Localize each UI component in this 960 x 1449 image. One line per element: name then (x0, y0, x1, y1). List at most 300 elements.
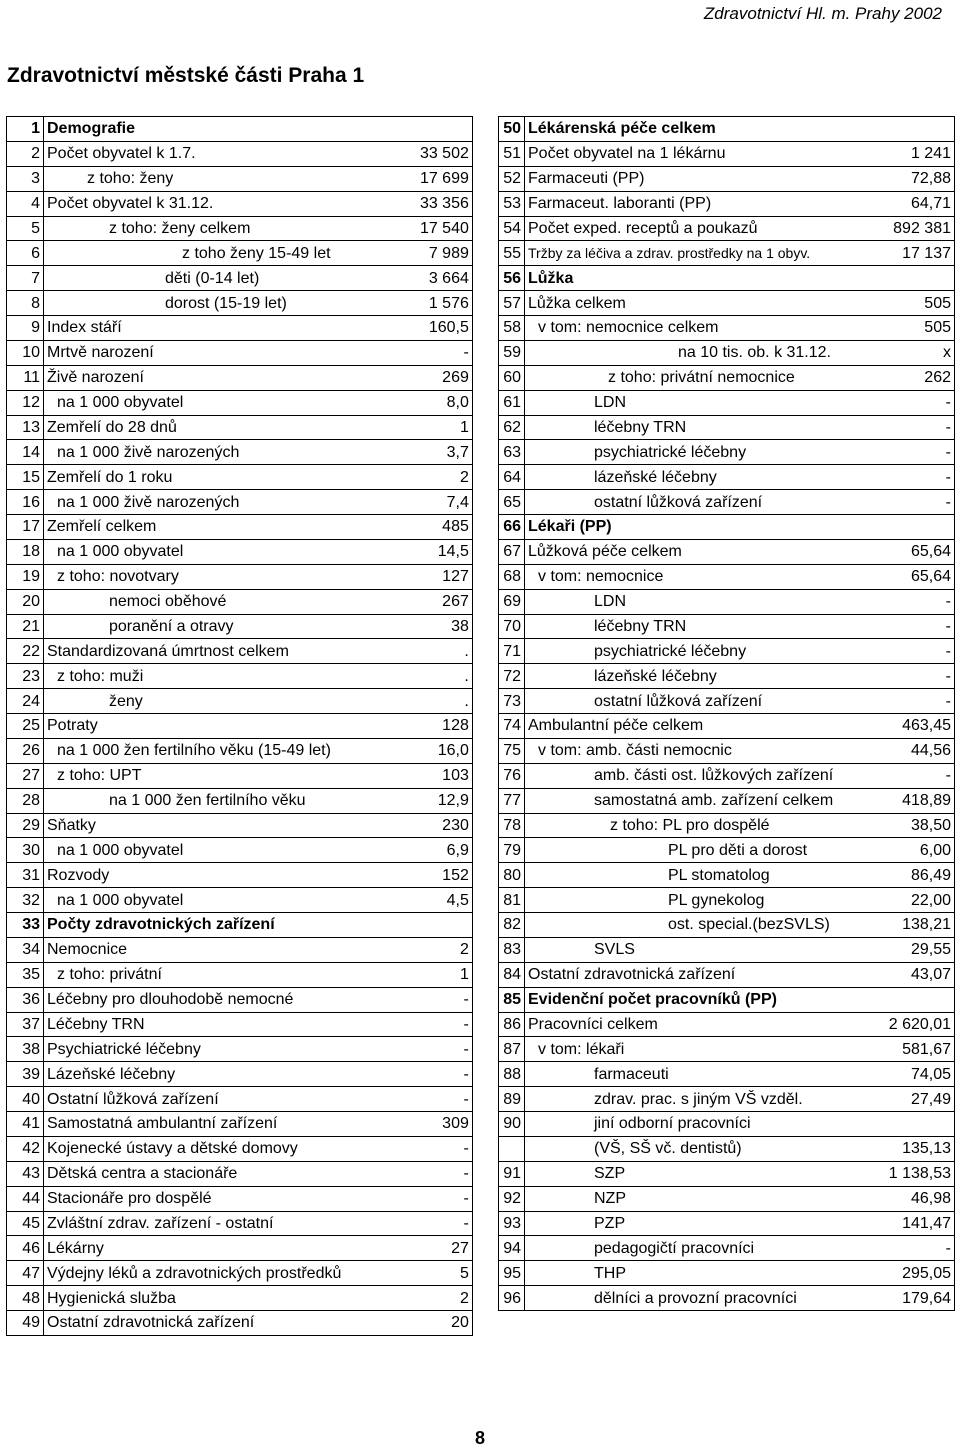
row-label: z toho: PL pro dospělé (525, 813, 845, 838)
row-label: Lůžka celkem (525, 291, 845, 316)
table-row (499, 191, 955, 216)
row-value: 46,98 (845, 1186, 955, 1211)
row-number: 45 (7, 1211, 44, 1236)
row-value: 64,71 (845, 191, 955, 216)
table-row (499, 490, 955, 515)
row-number: 77 (499, 788, 525, 813)
row-label: ostatní lůžková zařízení (525, 490, 845, 515)
row-label: Lékárenská péče celkem (525, 117, 955, 142)
row-label: Hygienická služba (44, 1286, 345, 1311)
table-row (7, 365, 473, 390)
row-label: Zemřelí do 1 roku (44, 465, 345, 490)
table-row (7, 1186, 473, 1211)
row-label: PL pro děti a dorost (525, 838, 845, 863)
row-value: . (344, 639, 472, 664)
row-number: 46 (7, 1236, 44, 1261)
row-number: 29 (7, 813, 44, 838)
row-label: Výdejny léků a zdravotnických prostředků (44, 1261, 345, 1286)
row-value: 16,0 (344, 738, 472, 763)
row-value: 44,56 (845, 738, 955, 763)
row-number: 9 (7, 316, 44, 341)
row-value: 17 699 (344, 166, 472, 191)
table-row (7, 763, 473, 788)
row-label: děti (0-14 let) (44, 266, 345, 291)
row-label: jiní odborní pracovníci (525, 1112, 845, 1137)
row-label: Lékaři (PP) (525, 515, 955, 540)
row-label: Počet obyvatel na 1 lékárnu (525, 141, 845, 166)
row-label: na 1 000 obyvatel (44, 390, 345, 415)
row-value: - (344, 1136, 472, 1161)
table-row (7, 1311, 473, 1336)
table-row (499, 1186, 955, 1211)
table-row (499, 987, 955, 1012)
row-number: 34 (7, 937, 44, 962)
table-row (499, 1112, 955, 1137)
table-row (499, 763, 955, 788)
row-label: SVLS (525, 937, 845, 962)
row-value: 127 (344, 564, 472, 589)
row-value: - (344, 1186, 472, 1211)
table-row (7, 639, 473, 664)
table-row (7, 1261, 473, 1286)
row-number: 25 (7, 714, 44, 739)
row-value: 38 (344, 614, 472, 639)
row-value: 1 576 (344, 291, 472, 316)
row-value: - (845, 465, 955, 490)
row-label: psychiatrické léčebny (525, 639, 845, 664)
row-number: 31 (7, 863, 44, 888)
page-number: 8 (474, 1428, 485, 1448)
row-value: 892 381 (845, 216, 955, 241)
row-number: 75 (499, 738, 525, 763)
row-number: 12 (7, 390, 44, 415)
row-label: z toho: novotvary (44, 564, 345, 589)
row-number: 66 (499, 515, 525, 540)
table-row (499, 838, 955, 863)
row-label: LDN (525, 589, 845, 614)
row-value: 12,9 (344, 788, 472, 813)
healthcare-table (498, 116, 955, 1311)
page-header: Zdravotnictví Hl. m. Prahy 2002 (703, 4, 942, 23)
row-value: - (845, 614, 955, 639)
table-row (499, 266, 955, 291)
row-label: z toho ženy 15-49 let (44, 241, 345, 266)
table-row (7, 589, 473, 614)
row-label: ostatní lůžková zařízení (525, 689, 845, 714)
row-number: 51 (499, 141, 525, 166)
table-row (7, 191, 473, 216)
row-number: 65 (499, 490, 525, 515)
row-value: 141,47 (845, 1211, 955, 1236)
table-row (7, 440, 473, 465)
row-label: Rozvody (44, 863, 345, 888)
row-value: - (845, 763, 955, 788)
row-number: 52 (499, 166, 525, 191)
table-row (7, 1012, 473, 1037)
table-row (7, 141, 473, 166)
row-value: - (344, 1211, 472, 1236)
row-number: 76 (499, 763, 525, 788)
row-value: 27 (344, 1236, 472, 1261)
table-row (7, 664, 473, 689)
row-value: 20 (344, 1311, 472, 1336)
row-number: 57 (499, 291, 525, 316)
row-label: (VŠ, SŠ vč. dentistů) (525, 1136, 845, 1161)
table-row (7, 490, 473, 515)
row-value: 4,5 (344, 888, 472, 913)
row-number: 35 (7, 962, 44, 987)
row-label: Evidenční počet pracovníků (PP) (525, 987, 955, 1012)
row-number: 36 (7, 987, 44, 1012)
row-label: samostatná amb. zařízení celkem (525, 788, 845, 813)
table-row (499, 813, 955, 838)
table-row (499, 564, 955, 589)
row-number: 5 (7, 216, 44, 241)
row-number: 14 (7, 440, 44, 465)
row-number: 1 (7, 117, 44, 142)
row-label: Počty zdravotnických zařízení (44, 913, 473, 938)
table-row (499, 365, 955, 390)
row-label: Pracovníci celkem (525, 1012, 845, 1037)
row-number: 11 (7, 365, 44, 390)
row-label: psychiatrické léčebny (525, 440, 845, 465)
row-number: 37 (7, 1012, 44, 1037)
row-value: - (344, 340, 472, 365)
table-row (7, 1211, 473, 1236)
row-label: Zvláštní zdrav. zařízení - ostatní (44, 1211, 345, 1236)
table-row (7, 714, 473, 739)
row-value: 72,88 (845, 166, 955, 191)
row-number: 13 (7, 415, 44, 440)
row-label: LDN (525, 390, 845, 415)
row-value: x (845, 340, 955, 365)
row-value: 86,49 (845, 863, 955, 888)
row-number: 95 (499, 1261, 525, 1286)
row-value: - (845, 639, 955, 664)
row-value: 17 137 (845, 241, 955, 266)
row-label: z toho: ženy (44, 166, 345, 191)
row-number: 79 (499, 838, 525, 863)
row-number: 33 (7, 913, 44, 938)
table-row (499, 738, 955, 763)
row-number: 58 (499, 316, 525, 341)
row-number: 80 (499, 863, 525, 888)
row-number: 78 (499, 813, 525, 838)
row-number: 53 (499, 191, 525, 216)
row-label: na 1 000 žen fertilního věku (15-49 let) (44, 738, 345, 763)
row-number: 44 (7, 1186, 44, 1211)
table-row (499, 1261, 955, 1286)
row-number: 15 (7, 465, 44, 490)
row-value: 485 (344, 515, 472, 540)
row-number: 17 (7, 515, 44, 540)
row-number: 20 (7, 589, 44, 614)
table-row (499, 465, 955, 490)
row-number: 3 (7, 166, 44, 191)
row-label: Nemocnice (44, 937, 345, 962)
row-number: 28 (7, 788, 44, 813)
row-label: PL stomatolog (525, 863, 845, 888)
row-number: 93 (499, 1211, 525, 1236)
row-label: Ostatní zdravotnická zařízení (44, 1311, 345, 1336)
table-row (7, 937, 473, 962)
table-row (7, 689, 473, 714)
row-number: 16 (7, 490, 44, 515)
row-value: 230 (344, 813, 472, 838)
table-row (499, 241, 955, 266)
row-label: Mrtvě narození (44, 340, 345, 365)
row-value: 74,05 (845, 1062, 955, 1087)
row-label: Léčebny TRN (44, 1012, 345, 1037)
table-row (499, 589, 955, 614)
row-number: 96 (499, 1286, 525, 1311)
row-number: 38 (7, 1037, 44, 1062)
row-number (499, 1136, 525, 1161)
row-value: 6,9 (344, 838, 472, 863)
row-number: 56 (499, 266, 525, 291)
table-row (7, 1112, 473, 1137)
row-label: PZP (525, 1211, 845, 1236)
row-label: Tržby za léčiva a zdrav. prostředky na 1 obyv. (525, 241, 845, 266)
row-value: 179,64 (845, 1286, 955, 1311)
row-number: 92 (499, 1186, 525, 1211)
row-number: 24 (7, 689, 44, 714)
row-label: NZP (525, 1186, 845, 1211)
row-number: 19 (7, 564, 44, 589)
row-value: . (344, 664, 472, 689)
table-row (499, 1211, 955, 1236)
row-label: Samostatná ambulantní zařízení (44, 1112, 345, 1137)
table-row (7, 415, 473, 440)
table-row (499, 962, 955, 987)
row-label: v tom: nemocnice (525, 564, 845, 589)
table-row (7, 863, 473, 888)
row-value: 262 (845, 365, 955, 390)
row-value (845, 1112, 955, 1137)
row-label: na 1 000 živě narozených (44, 440, 345, 465)
row-label: v tom: lékaři (525, 1037, 845, 1062)
row-value: 309 (344, 1112, 472, 1137)
row-value: 65,64 (845, 564, 955, 589)
table-row (499, 913, 955, 938)
row-number: 60 (499, 365, 525, 390)
table-row (499, 316, 955, 341)
row-number: 8 (7, 291, 44, 316)
table-row (7, 1062, 473, 1087)
row-number: 48 (7, 1286, 44, 1311)
row-value: - (344, 987, 472, 1012)
row-value: 505 (845, 291, 955, 316)
row-value: 418,89 (845, 788, 955, 813)
row-label: zdrav. prac. s jiným VŠ vzděl. (525, 1087, 845, 1112)
row-value: - (344, 1161, 472, 1186)
row-label: na 1 000 živě narozených (44, 490, 345, 515)
table-row (7, 987, 473, 1012)
row-label: Lázeňské léčebny (44, 1062, 345, 1087)
row-value: 2 (344, 1286, 472, 1311)
row-label: Potraty (44, 714, 345, 739)
row-number: 88 (499, 1062, 525, 1087)
row-number: 59 (499, 340, 525, 365)
row-value: 505 (845, 316, 955, 341)
table-row (499, 440, 955, 465)
row-number: 90 (499, 1112, 525, 1137)
row-number: 74 (499, 714, 525, 739)
row-label: Dětská centra a stacionáře (44, 1161, 345, 1186)
row-number: 72 (499, 664, 525, 689)
row-label: Farmaceuti (PP) (525, 166, 845, 191)
row-value: 1 241 (845, 141, 955, 166)
row-number: 69 (499, 589, 525, 614)
row-number: 21 (7, 614, 44, 639)
table-row (7, 962, 473, 987)
table-row (499, 166, 955, 191)
table-row (7, 888, 473, 913)
table-row (499, 639, 955, 664)
row-value: - (845, 689, 955, 714)
row-value: - (845, 390, 955, 415)
row-label: v tom: nemocnice celkem (525, 316, 845, 341)
row-number: 2 (7, 141, 44, 166)
row-label: Počet exped. receptů a poukazů (525, 216, 845, 241)
row-value: - (845, 490, 955, 515)
row-number: 40 (7, 1087, 44, 1112)
row-label: Kojenecké ústavy a dětské domovy (44, 1136, 345, 1161)
row-value: - (845, 664, 955, 689)
row-number: 64 (499, 465, 525, 490)
row-value: 269 (344, 365, 472, 390)
table-row (7, 539, 473, 564)
row-label: amb. části ost. lůžkových zařízení (525, 763, 845, 788)
row-label: poranění a otravy (44, 614, 345, 639)
row-value: - (845, 1236, 955, 1261)
table-row (499, 1236, 955, 1261)
table-row (499, 340, 955, 365)
table-row (7, 813, 473, 838)
row-value: 160,5 (344, 316, 472, 341)
row-value: 22,00 (845, 888, 955, 913)
row-value: - (344, 1087, 472, 1112)
row-label: na 1 000 obyvatel (44, 539, 345, 564)
row-value: 581,67 (845, 1037, 955, 1062)
row-label: ost. special.(bezSVLS) (525, 913, 845, 938)
table-row (7, 1236, 473, 1261)
row-number: 85 (499, 987, 525, 1012)
table-row (7, 216, 473, 241)
row-value: 2 (344, 937, 472, 962)
table-row (499, 1136, 955, 1161)
row-value: . (344, 689, 472, 714)
table-row (499, 664, 955, 689)
row-label: Stacionáře pro dospělé (44, 1186, 345, 1211)
row-value: 103 (344, 763, 472, 788)
table-row (499, 539, 955, 564)
row-label: z toho: muži (44, 664, 345, 689)
row-value: 128 (344, 714, 472, 739)
row-label: na 1 000 obyvatel (44, 838, 345, 863)
row-label: nemoci oběhové (44, 589, 345, 614)
row-value: 1 138,53 (845, 1161, 955, 1186)
row-value: 295,05 (845, 1261, 955, 1286)
row-number: 71 (499, 639, 525, 664)
row-number: 10 (7, 340, 44, 365)
row-value: 27,49 (845, 1087, 955, 1112)
row-label: Lůžka (525, 266, 955, 291)
row-label: lázeňské léčebny (525, 664, 845, 689)
row-label: Index stáří (44, 316, 345, 341)
table-row (7, 266, 473, 291)
row-label: pedagogičtí pracovníci (525, 1236, 845, 1261)
table-row (7, 291, 473, 316)
table-row (499, 415, 955, 440)
row-value: 17 540 (344, 216, 472, 241)
row-label: z toho: privátní nemocnice (525, 365, 845, 390)
row-label: na 10 tis. ob. k 31.12. (525, 340, 845, 365)
row-label: Psychiatrické léčebny (44, 1037, 345, 1062)
row-number: 83 (499, 937, 525, 962)
row-number: 61 (499, 390, 525, 415)
row-label: z toho: privátní (44, 962, 345, 987)
row-label: farmaceuti (525, 1062, 845, 1087)
row-number: 87 (499, 1037, 525, 1062)
row-label: Lékárny (44, 1236, 345, 1261)
row-label: Ambulantní péče celkem (525, 714, 845, 739)
table-row (499, 1087, 955, 1112)
row-number: 89 (499, 1087, 525, 1112)
row-label: Živě narození (44, 365, 345, 390)
table-row (7, 465, 473, 490)
row-number: 4 (7, 191, 44, 216)
row-number: 42 (7, 1136, 44, 1161)
row-number: 50 (499, 117, 525, 142)
row-number: 70 (499, 614, 525, 639)
row-label: Farmaceut. laboranti (PP) (525, 191, 845, 216)
table-row (499, 1161, 955, 1186)
row-label: Zemřelí do 28 dnů (44, 415, 345, 440)
row-value: 33 502 (344, 141, 472, 166)
row-value: - (344, 1062, 472, 1087)
table-row (499, 937, 955, 962)
table-row (499, 888, 955, 913)
row-value: - (845, 589, 955, 614)
row-number: 73 (499, 689, 525, 714)
row-value: 7,4 (344, 490, 472, 515)
row-number: 82 (499, 913, 525, 938)
row-value: 7 989 (344, 241, 472, 266)
row-label: Léčebny pro dlouhodobě nemocné (44, 987, 345, 1012)
row-label: z toho: ženy celkem (44, 216, 345, 241)
table-row (499, 216, 955, 241)
row-number: 41 (7, 1112, 44, 1137)
row-value: 1 (344, 962, 472, 987)
row-value: 14,5 (344, 539, 472, 564)
row-number: 49 (7, 1311, 44, 1336)
row-number: 27 (7, 763, 44, 788)
row-number: 91 (499, 1161, 525, 1186)
row-value: 8,0 (344, 390, 472, 415)
row-value: 2 (344, 465, 472, 490)
row-label: Počet obyvatel k 31.12. (44, 191, 345, 216)
row-value: 43,07 (845, 962, 955, 987)
table-row (7, 1037, 473, 1062)
row-number: 67 (499, 539, 525, 564)
table-row (499, 1286, 955, 1311)
row-number: 47 (7, 1261, 44, 1286)
table-row (7, 117, 473, 142)
row-number: 30 (7, 838, 44, 863)
table-row (7, 738, 473, 763)
table-row (499, 141, 955, 166)
